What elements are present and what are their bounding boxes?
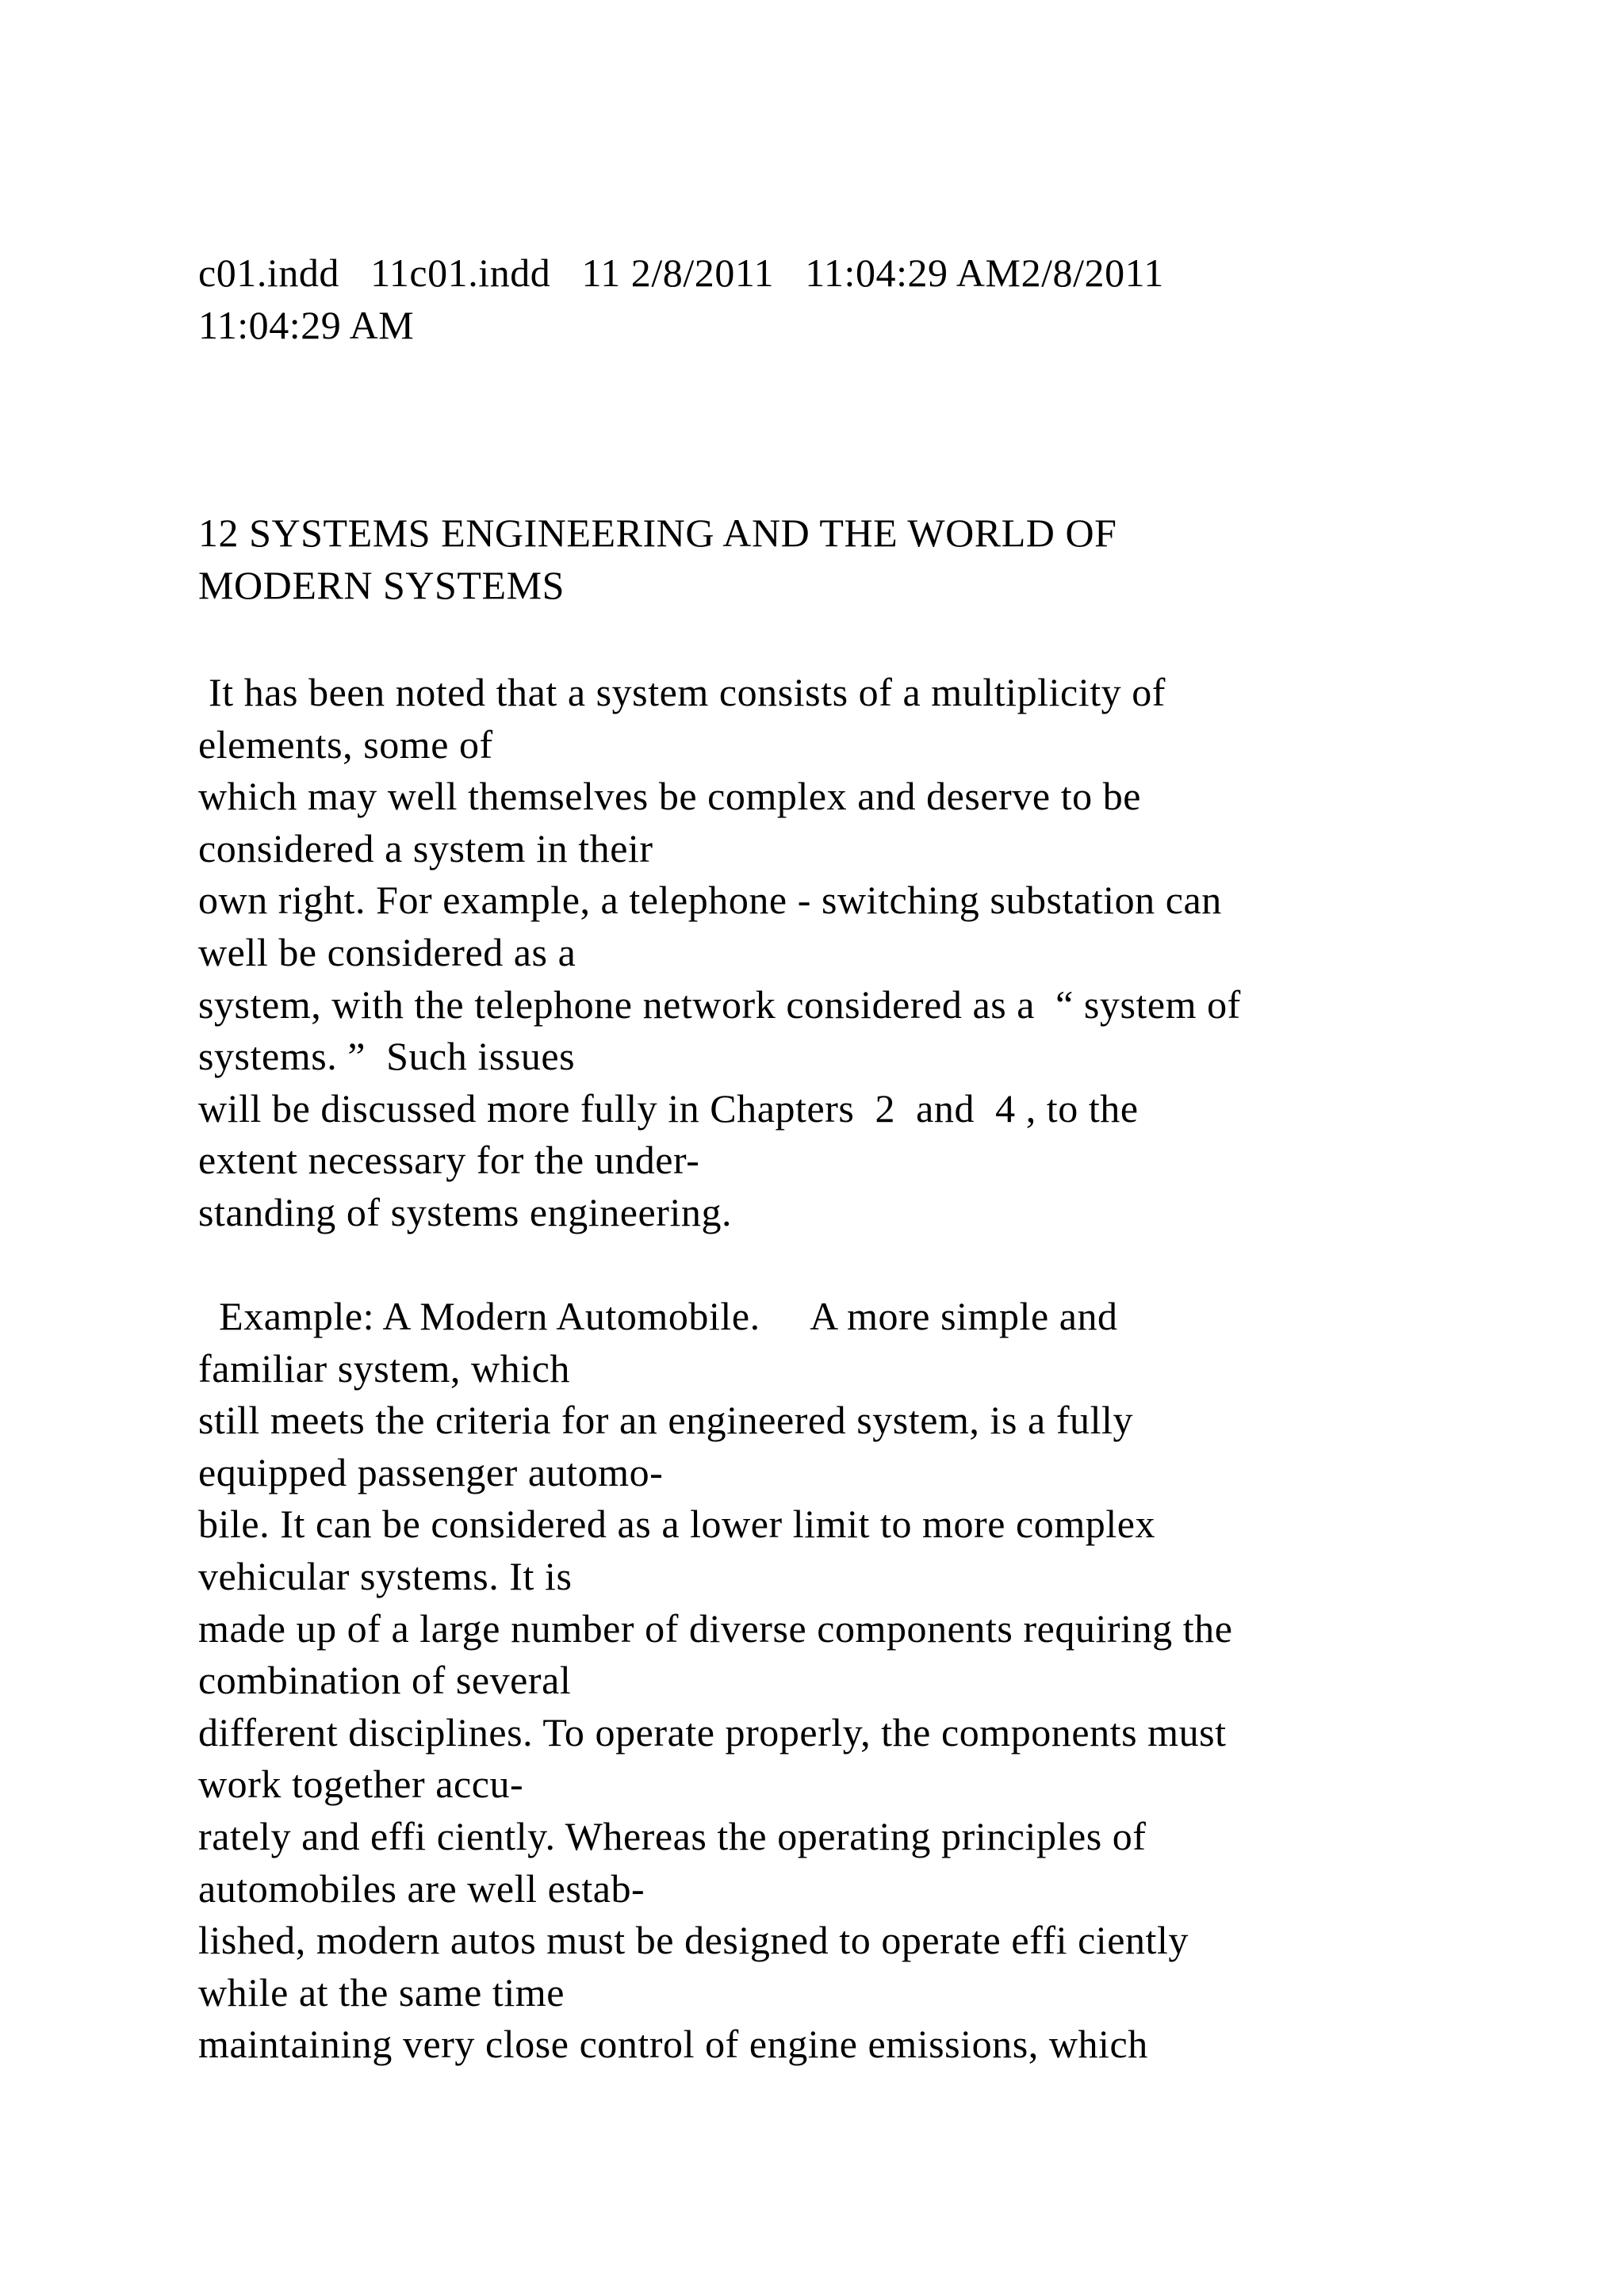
file-header-stamp <box>198 247 1435 351</box>
heading-line: MODERN SYSTEMS <box>198 562 565 607</box>
paragraph-line: will be discussed more fully in Chapters 2 and 4 , to the <box>198 1085 1139 1131</box>
paragraph-line: bile. It can be considered as a lower limit to more complex <box>198 1502 1156 1547</box>
paragraph-line: work together accu- <box>198 1762 524 1807</box>
paragraph-line: standing of systems engineering. <box>198 1189 733 1234</box>
paragraph-line: equipped passenger automo- <box>198 1449 664 1494</box>
header-line: 11:04:29 AM <box>198 302 415 347</box>
paragraph-line: rately and effi ciently. Whereas the operating principles of <box>198 1813 1147 1858</box>
paragraph-line: which may well themselves be complex and deserve to be <box>198 774 1142 819</box>
paragraph-line: It has been noted that a system consists of a multiplicity of <box>198 670 1166 714</box>
paragraph-line: familiar system, which <box>198 1345 570 1391</box>
paragraph-line: combination of several <box>198 1658 572 1703</box>
paragraph-line: automobiles are well estab- <box>198 1866 645 1911</box>
paragraph-line: Example: A Modern Automobile. A more simple and <box>198 1294 1118 1338</box>
paragraph-line: system, with the telephone network considered as a “ system of <box>198 982 1241 1027</box>
section-heading <box>198 507 1435 611</box>
paragraph-line: lished, modern autos must be designed to operate effi ciently <box>198 1918 1189 1963</box>
body-paragraph-2 <box>198 1291 1435 2071</box>
paragraph-line: systems. ” Such issues <box>198 1034 576 1079</box>
paragraph-line: well be considered as a <box>198 929 576 974</box>
paragraph-line: made up of a large number of diverse components requiring the <box>198 1605 1233 1651</box>
paragraph-line: considered a system in their <box>198 825 653 871</box>
body-paragraph-1 <box>198 667 1435 1239</box>
heading-line: 12 SYSTEMS ENGINEERING AND THE WORLD OF <box>198 511 1117 555</box>
paragraph-line: elements, some of <box>198 721 493 767</box>
paragraph-line: vehicular systems. It is <box>198 1553 573 1598</box>
paragraph-line: still meets the criteria for an engineered system, is a fully <box>198 1398 1134 1443</box>
paragraph-line: different disciplines. To operate properly, the components must <box>198 1709 1227 1755</box>
paragraph-line: own right. For example, a telephone - switching substation can <box>198 878 1222 923</box>
header-line: c01.indd 11c01.indd 11 2/8/2011 11:04:29 AM2/8/2011 <box>198 251 1164 295</box>
paragraph-line: extent necessary for the under- <box>198 1138 700 1183</box>
paragraph-line: maintaining very close control of engine emissions, which <box>198 2022 1148 2067</box>
paragraph-line: while at the same time <box>198 1969 565 2015</box>
